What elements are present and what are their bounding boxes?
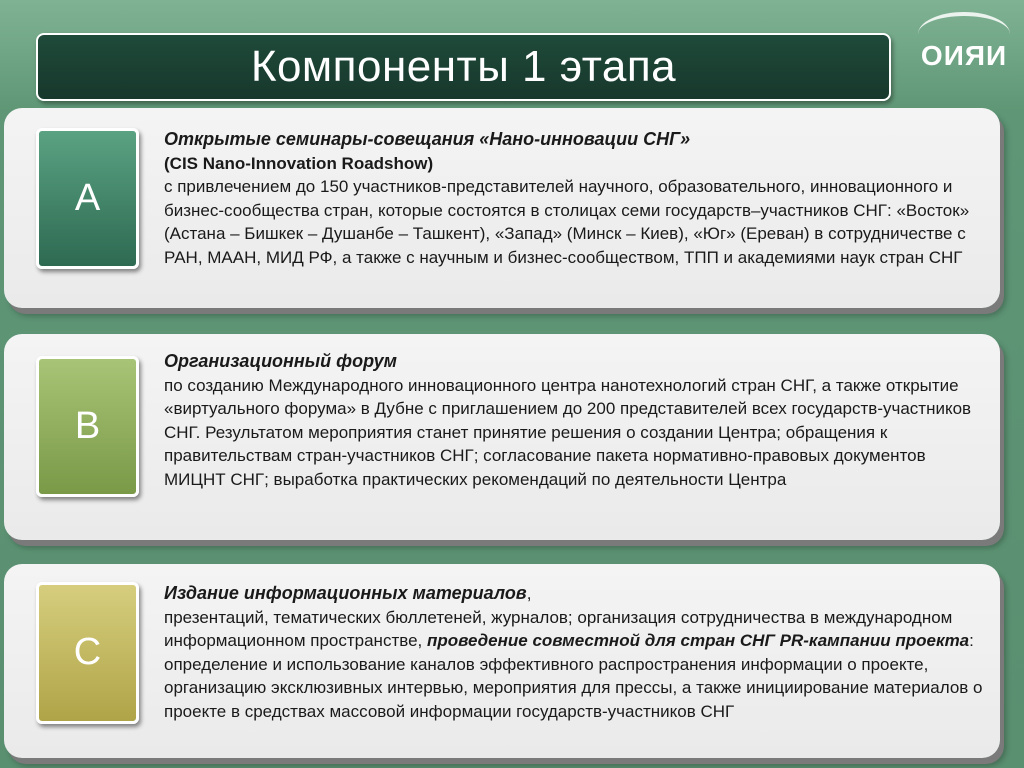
component-card-a — [4, 108, 1000, 308]
card-body: по созданию Международного инновационного центра нанотехнологий стран СНГ, а также открытие «виртуального форума» в Дубне с приглашением до 200 представителей всех государств-участников СНГ. Результатом мероприятия станет принятие решения о создании Центра; обращения к правительствам стран-участников СНГ; согласование пакета нормативно-правовых документов МИЦНТ СНГ; выработка практических рекомендаций по деятельности Центра — [164, 375, 972, 489]
card-heading-suffix: , — [526, 584, 532, 603]
card-heading: Организационный форум — [164, 351, 397, 371]
slide-title: Компоненты 1 этапа — [250, 42, 677, 91]
badge-a — [36, 128, 139, 269]
card-subheading: (CIS Nano-Innovation Roadshow) — [164, 153, 434, 173]
component-card-b — [4, 334, 1000, 540]
badge-b — [36, 356, 139, 497]
card-heading: Открытые семинары-совещания «Нано-инновации СНГ» — [164, 129, 691, 149]
card-text — [164, 350, 986, 491]
logo-text: ОИЯИ — [920, 40, 1008, 71]
card-text — [164, 582, 986, 723]
badge-c — [36, 582, 139, 724]
badge-label: B — [74, 405, 101, 447]
card-text — [164, 128, 986, 269]
card-heading: Издание информационных материалов — [164, 583, 527, 603]
card-body-emphasis: проведение совместной для стран СНГ PR-кампании проекта — [426, 631, 970, 650]
badge-label: C — [73, 631, 102, 673]
title-bar — [36, 33, 891, 101]
badge-label: A — [74, 177, 101, 219]
jinr-logo — [910, 12, 1018, 82]
card-heading-line — [164, 582, 986, 606]
card-body: с привлечением до 150 участников-представителей научного, образовательного, инновационного и бизнес-сообщества стран, которые состоятся в столицах семи государств–участников СНГ: «Восток» (Астана – Бишкек – Душанбе – Ташкент), «Запад» (Минск – Киев), «Юг» (Ереван) в сотрудничестве с РАН, МААН, МИД РФ, а также с научным и бизнес-сообществом, ТПП и академиями наук стран СНГ — [164, 177, 970, 267]
component-card-c — [4, 564, 1000, 758]
card-body-end: : определение и использование каналов эффективного распространения информации о проекте, организацию эксклюзивных интервью, мероприятия для прессы, а также инициирование материалов о проекте в средствах массовой информации государств-участников СНГ — [164, 631, 983, 721]
card-body-start: презентаций, тематических бюллетеней, журналов; организация сотрудничества в международном информационном пространстве, — [164, 607, 953, 650]
card-body — [164, 606, 986, 724]
